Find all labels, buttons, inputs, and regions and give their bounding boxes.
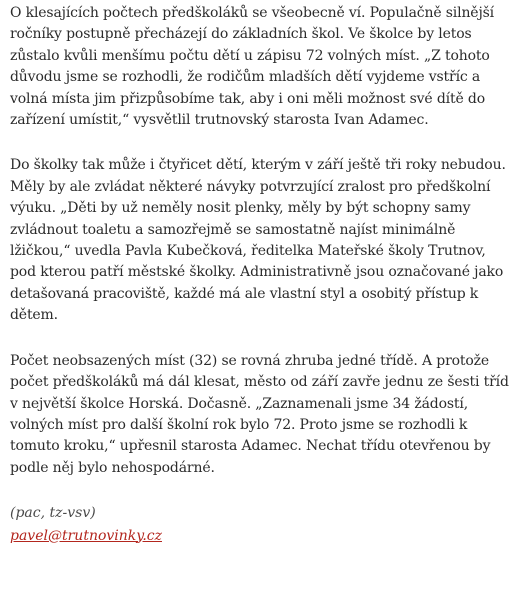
paragraph-3: Počet neobsazených míst (32) se rovná zhruba jedné třídě. A protože počet předškoláků má dál klesat, město od září zavře jednu ze šesti tříd v největší školce Horská. Dočasně. „Zaznamenali jsme 34 žádostí, volných míst pro další školní rok bylo 72. Proto jsme se rozhodli k tomuto kroku,“ upřesnil starosta Adamec. Nechat třídu otevřenou by podle něj bylo nehospodárné. [10,352,509,476]
author-signature: (pac, tz-vsv) [10,505,96,522]
paragraph-2: Do školky tak může i čtyřicet dětí, kterým v září ještě tři roky nebudou. Měly by ale zvládat některé návyky potvrzující zralost pro předškolní výuku. „Děti by už neměly nosit plenky, měly by být schopny samy zvládnout toaletu a samozřejmě se samostatně najíst minimálně lžičkou,“ uvedla Pavla Kubečková, ředitelka Mateřské školy Trutnov, pod kterou patří městské školky. Administrativně jsou označované jako detašovaná pracoviště, každé má ale vlastní styl a osobitý přístup k dětem. [10,157,506,324]
author-email-link[interactable]: pavel@trutnovinky.cz [10,527,162,544]
paragraph-1: O klesajících počtech předškoláků se všeobecně ví. Populačně silnější ročníky postupně přecházejí do základních škol. Ve školce by letos zůstalo kvůli menšímu počtu dětí u zápisu 72 volných míst. „Z tohoto důvodu jsme se rozhodli, že rodičům mladších dětí vyjdeme vstříc a volná místa jim přizpůsobíme tak, aby i oni měli možnost své dítě do zařízení umístit,“ vysvětlil trutnovský starosta Ivan Adamec. [10,5,494,129]
